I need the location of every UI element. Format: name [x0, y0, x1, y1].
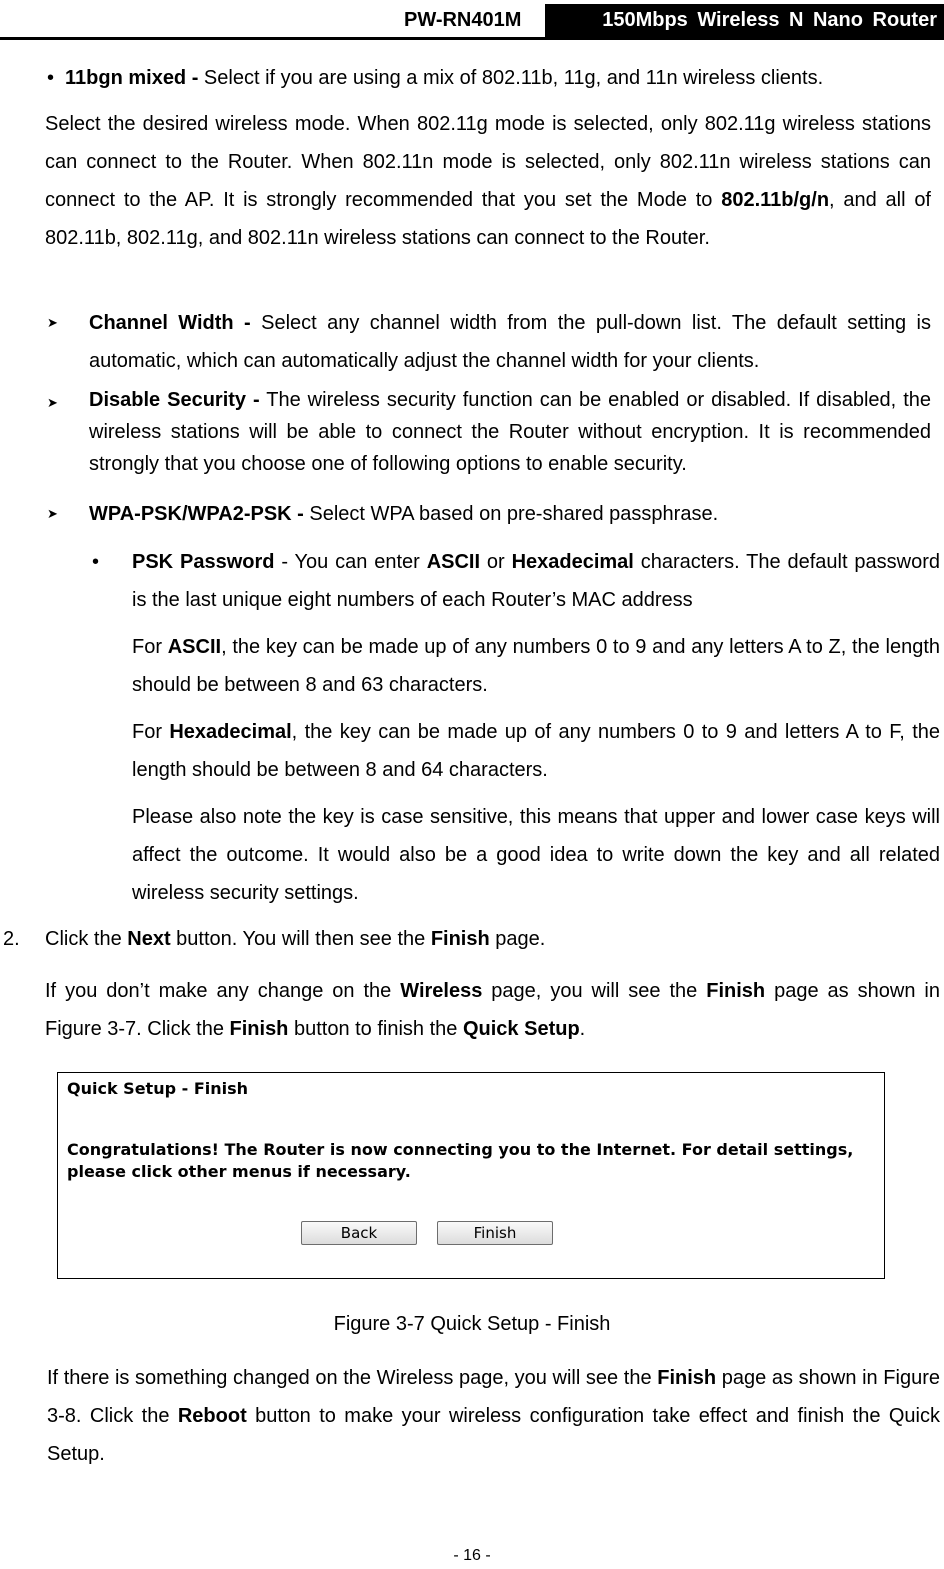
nc-bold-1: Wireless [400, 980, 483, 1002]
nc-bold-4: Quick Setup [462, 1018, 580, 1040]
channel-width-item [89, 304, 931, 380]
figure-congrats-message: Congratulations! The Router is now connecting you to the Internet. For detail settings, please click other menus if necessary. [67, 1140, 854, 1181]
ascii-text: , the key can be made up of any numbers 0 to 9 and any letters A to Z, the length should be between 8 and 63 characters. [132, 636, 940, 696]
ascii-paragraph [132, 628, 940, 704]
nc-text-1: If you don’t make any change on the [45, 980, 401, 1002]
step-text-1: Click the [45, 928, 128, 950]
wpa-item [89, 495, 931, 533]
nc-text-3: page as shown in Figure 3-7. Click the [45, 980, 940, 1040]
mode-bold: 802.11b/g/n [721, 189, 830, 211]
term-label: 11bgn mixed - [65, 67, 199, 89]
quick-setup-finish-screenshot [57, 1072, 885, 1279]
term-text: Select WPA based on pre-shared passphrase. [303, 503, 719, 525]
arrow-bullet-icon: ➤ [47, 315, 58, 330]
nc-text-2: page, you will see the [482, 980, 707, 1002]
doc-model-name: PW-RN401M [404, 9, 522, 31]
term-label: Channel Width - [89, 312, 251, 334]
term-text: Select any channel width from the pull-down list. The default setting is automatic, which can automatically adjust the channel width for your clients. [89, 312, 932, 372]
psk-term: PSK Password [132, 551, 275, 573]
nc-text-5: . [579, 1018, 586, 1040]
term-text: Select if you are using a mix of 802.11b, 11g, and 11n wireless clients. [198, 67, 824, 89]
ascii-bold: ASCII [167, 636, 222, 658]
figure-caption: Figure 3-7 Quick Setup - Finish [333, 1313, 611, 1335]
bullet-icon: • [92, 551, 100, 573]
ch-text-2: page as shown in Figure 3-8. Click the [47, 1367, 940, 1427]
psk-text-3: characters. The default password is the last unique eight numbers of each Router’s MAC address [132, 551, 940, 611]
psk-hex: Hexadecimal [511, 551, 634, 573]
case-sensitive-note: Please also note the key is case sensitive, this means that upper and lower case keys will affect the outcome. It would also be a good idea to write down the key and all related wireless security settings. [132, 806, 940, 904]
step-number: 2. [3, 928, 20, 950]
finish-button[interactable]: Finish [437, 1221, 553, 1245]
figure-panel-title: Quick Setup - Finish [67, 1079, 249, 1098]
term-text: The wireless security function can be enabled or disabled. If disabled, the wireless stations will be able to connect the Router without encryption. It is recommended strongly that you choose one of following options to enable security. [89, 389, 931, 475]
term-label: Disable Security - [89, 389, 260, 411]
step-text-2: button. You will then see the [170, 928, 431, 950]
nc-bold-2: Finish [706, 980, 766, 1002]
hex-paragraph [132, 713, 940, 789]
psk-text-1: - You can enter [274, 551, 427, 573]
step-text-3: page. [489, 928, 546, 950]
mixed-item [65, 59, 935, 97]
back-button[interactable]: Back [301, 1221, 417, 1245]
ch-text-3: button to make your wireless configuration take effect and finish the Quick Setup. [47, 1405, 940, 1465]
mode-text-1: Select the desired wireless mode. When 802.11g mode is selected, only 802.11g wireless stations can connect to the Router. When 802.11n mode is selected, only 802.11n wireless stations can connect to the AP. It is strongly recommended that you set the Mode to [45, 113, 931, 211]
nc-bold-3: Finish [229, 1018, 289, 1040]
bullet-icon: • [47, 67, 55, 89]
ch-bold-2: Reboot [177, 1405, 247, 1427]
hex-bold: Hexadecimal [169, 721, 292, 743]
nc-text-4: button to finish the [288, 1018, 463, 1040]
ch-bold-1: Finish [657, 1367, 717, 1389]
changed-paragraph [47, 1359, 940, 1473]
psk-ascii: ASCII [426, 551, 481, 573]
hex-text: , the key can be made up of any numbers 0 to 9 and letters A to F, the length should be between 8 and 64 characters. [132, 721, 940, 781]
ch-text-1: If there is something changed on the Wireless page, you will see the [47, 1367, 658, 1389]
ascii-pre: For [132, 636, 168, 658]
header-rule [0, 37, 944, 40]
hex-pre: For [132, 721, 170, 743]
disable-security-item [89, 384, 931, 480]
arrow-bullet-icon: ➤ [47, 395, 58, 410]
psk-text-2: or [480, 551, 512, 573]
psk-password-item [132, 543, 940, 619]
step-2-text [45, 920, 935, 958]
mode-text-2: , and all of 802.11b, 802.11g, and 802.11n wireless stations can connect to the Router. [45, 189, 931, 249]
no-change-paragraph [45, 972, 940, 1048]
term-label: WPA-PSK/WPA2-PSK - [89, 503, 304, 525]
mode-paragraph [45, 105, 931, 257]
step-next: Next [127, 928, 171, 950]
doc-product-title: 150Mbps Wireless N Nano Router [602, 9, 937, 31]
arrow-bullet-icon: ➤ [47, 506, 58, 521]
step-finish: Finish [430, 928, 490, 950]
page-number: - 16 - [453, 1547, 491, 1564]
